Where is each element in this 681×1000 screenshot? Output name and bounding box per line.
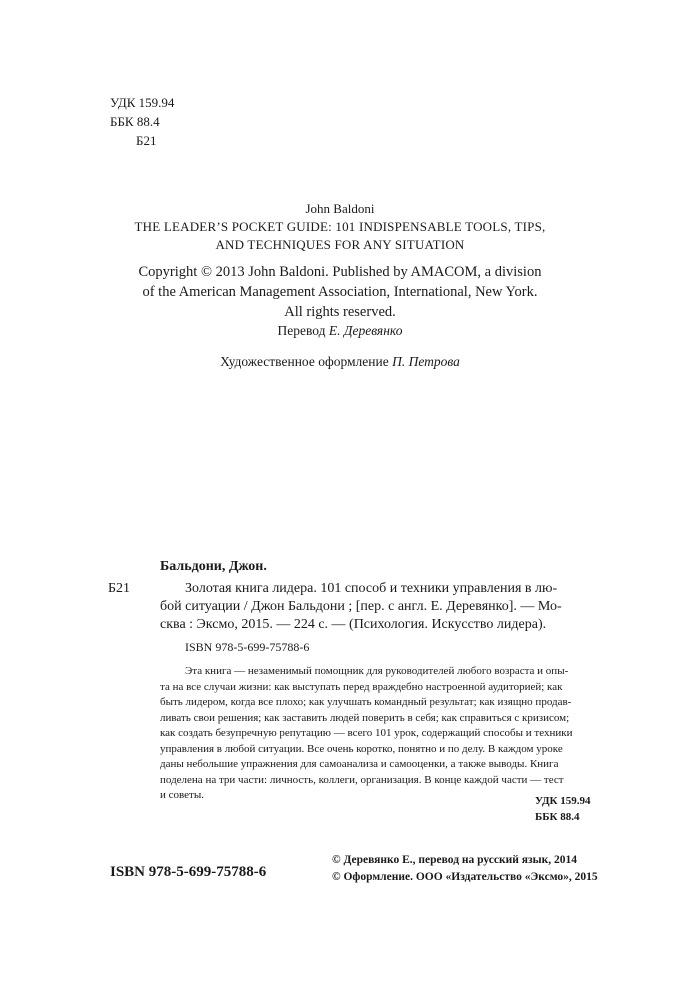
classification-block — [110, 93, 174, 150]
annotation-line: как создать безупречную репутацию — всего 101 урок, содержащий способы и техники — [160, 727, 573, 739]
catalog-description-line: Золотая книга лидера. 101 способ и техники управления в лю- — [185, 581, 558, 596]
catalog-author: Бальдони, Джон. — [160, 559, 267, 574]
catalog-code: Б21 — [108, 581, 131, 596]
catalog-description — [160, 580, 578, 634]
footer-copyright-line: © Деревянко Е., перевод на русский язык, 2014 — [332, 854, 577, 866]
footer-classification — [535, 793, 591, 825]
annotation-line: управления в любой ситуации. Все очень коротко, понятно и по делу. В каждом уроке — [160, 742, 563, 755]
copyright-line: All rights reserved. — [284, 304, 396, 320]
annotation-line: даны небольшие упражнения для самоанализа и самооценки, а также выводы. Книга — [160, 758, 559, 770]
artist-credit — [90, 353, 590, 371]
annotation-line: поделена на три части: личность, коллеги, организация. В конце каждой части — тест — [160, 773, 564, 786]
annotation-line: та на все случаи жизни: как выступать перед враждебно настроенной аудиторией; как — [160, 680, 563, 693]
annotation — [160, 664, 580, 804]
original-title-line: AND TECHNIQUES FOR ANY SITUATION — [215, 237, 465, 252]
annotation-line: Эта книга — незаменимый помощник для руководителей любого возраста и опы- — [185, 665, 569, 677]
original-title-line: THE LEADER’S POCKET GUIDE: 101 INDISPENSABLE TOOLS, TIPS, — [134, 219, 546, 234]
copyright-line: of the American Management Association, International, New York. — [142, 284, 538, 300]
annotation-line: быть лидером, когда все плохо; как улучшать командный результат; как изящно продав- — [160, 696, 572, 708]
footer-udk: УДК 159.94 — [535, 795, 591, 807]
original-title — [90, 218, 590, 254]
translator-name: Е. Деревянко — [328, 323, 403, 338]
footer-copyright — [332, 852, 598, 886]
original-copyright — [90, 262, 590, 322]
author-mark: Б21 — [136, 133, 157, 148]
original-author: John Baldoni — [305, 201, 375, 216]
footer-isbn: ISBN 978-5-699-75788-6 — [110, 864, 267, 880]
catalog-isbn: ISBN 978-5-699-75788-6 — [185, 640, 310, 654]
footer-bbk: ББК 88.4 — [535, 811, 580, 823]
udk-code: УДК 159.94 — [110, 95, 175, 110]
translation-label: Перевод — [277, 323, 326, 338]
bbk-code: ББК 88.4 — [110, 114, 160, 129]
catalog-description-line: сква : Эксмо, 2015. — 224 с. — (Психология. Искусство лидера). — [160, 617, 547, 632]
artist-name: П. Петрова — [392, 354, 460, 369]
footer-copyright-line: © Оформление. ООО «Издательство «Эксмо», 2015 — [332, 871, 598, 883]
copyright-line: Copyright © 2013 John Baldoni. Published by AMACOM, a division — [138, 264, 542, 280]
catalog-description-line: бой ситуации / Джон Бальдони ; [пер. с англ. Е. Деревянко]. — Мо- — [160, 599, 562, 614]
annotation-line: и советы. — [160, 789, 204, 801]
translator-credit — [90, 322, 590, 340]
annotation-line: ливать свои решения; как заставить людей поверить в себя; как справиться с кризисом; — [160, 711, 570, 724]
art-label: Художественное оформление — [220, 354, 389, 369]
